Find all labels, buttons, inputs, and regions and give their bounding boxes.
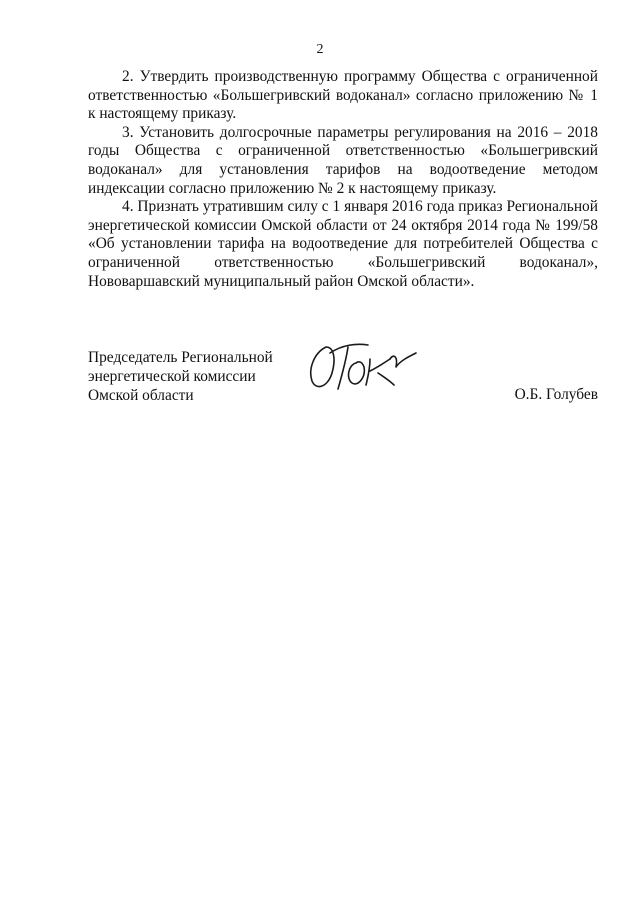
- paragraph-2: 2. Утвердить производственную программу Общества с ограниченной ответственностью «Большегривский водоканал» согласно приложению № 1 к настоящему приказу.: [88, 68, 598, 123]
- signer-name: О.Б. Голубев: [514, 386, 598, 403]
- paragraph-3: 3. Установить долгосрочные параметры регулирования на 2016 – 2018 годы Общества с ограниченной ответственностью «Большегривский водоканал» для установления тарифов на водоотведение методом индексации согласно приложению № 2 к настоящему приказу.: [88, 123, 598, 197]
- signer-title-line-2: энергетической комиссии: [88, 367, 256, 385]
- handwritten-signature: [304, 333, 422, 393]
- paragraph-4: 4. Признать утратившим силу с 1 января 2016 года приказ Региональной энергетической комиссии Омской области от 24 октября 2014 года № 199/58 «Об установлении тарифа на водоотведение для потребителей Общества с ограниченной ответственностью «Большегривский водоканал», Нововаршавский муниципальный район Омской области».: [88, 198, 598, 290]
- signer-title-line-1: Председатель Региональной: [88, 349, 273, 366]
- page-number: 2: [316, 42, 324, 57]
- document-body: [88, 68, 598, 291]
- signer-title-line-3: Омской области: [88, 386, 194, 404]
